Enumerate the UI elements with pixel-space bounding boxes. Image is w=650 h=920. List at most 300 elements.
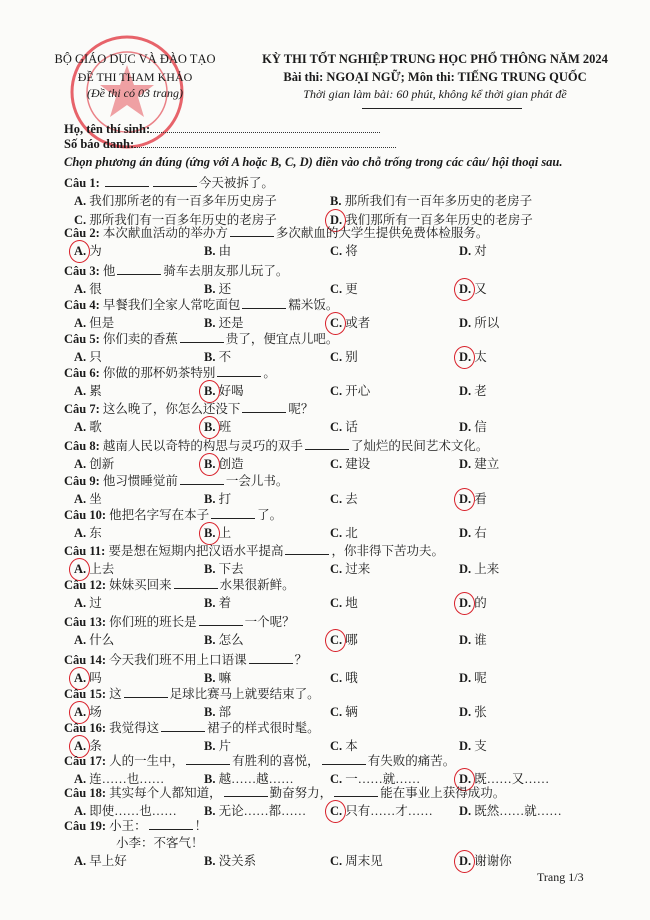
option-text: 哦 xyxy=(345,671,358,685)
stem-text: 勤奋努力， xyxy=(269,786,333,800)
stem-text: 能在事业上获得成功。 xyxy=(380,786,506,800)
option-letter: D. xyxy=(459,526,472,540)
question-label: Câu 4: xyxy=(64,298,100,312)
option-text: 歌 xyxy=(89,420,102,434)
option-c xyxy=(330,381,370,399)
question-12 xyxy=(64,575,624,611)
option-a xyxy=(74,523,102,541)
option-letter: C. xyxy=(330,705,343,719)
answer-circle-mark xyxy=(325,629,346,652)
stem-text: 要是想在短期内把汉语水平提高 xyxy=(108,544,284,558)
stem-text: 他 xyxy=(102,264,116,278)
question-17 xyxy=(64,751,624,787)
question-3 xyxy=(64,261,624,297)
option-text: 辆 xyxy=(345,705,358,719)
option-letter: B. xyxy=(204,596,216,610)
option-letter: B. xyxy=(204,282,216,296)
option-d xyxy=(459,454,499,472)
option-letter: D. xyxy=(459,633,472,647)
option-letter: C. xyxy=(330,562,343,576)
option-text: 过 xyxy=(89,596,102,610)
stem-text: 你们班的班长是 xyxy=(109,615,197,629)
page-number: Trang 1/3 xyxy=(537,870,584,884)
stem-text: 其实每个人都知道， xyxy=(109,786,222,800)
question-stem xyxy=(64,173,624,190)
option-text: 那所我们有一百多年历史的老房子 xyxy=(89,213,277,227)
option-text: 老 xyxy=(474,384,487,398)
option-letter: C. xyxy=(330,492,343,506)
question-stem xyxy=(64,295,624,312)
answer-blank xyxy=(199,625,243,626)
options-row xyxy=(64,453,624,472)
option-letter: D. xyxy=(459,384,472,398)
option-text: 只 xyxy=(89,350,102,364)
option-text: 更 xyxy=(345,282,358,296)
option-letter: B. xyxy=(204,492,216,506)
question-stem xyxy=(64,684,624,701)
question-label: Câu 18: xyxy=(64,786,107,800)
question-stem xyxy=(64,471,624,488)
answer-blank xyxy=(153,186,197,187)
option-letter: C. xyxy=(330,457,343,471)
option-letter: A. xyxy=(74,596,87,610)
option-letter: A. xyxy=(74,194,87,208)
stem-text: 这么晚了，你怎么还没下 xyxy=(102,402,241,416)
option-letter: A. xyxy=(74,316,87,330)
option-text: 由 xyxy=(218,244,232,258)
option-letter: B. xyxy=(204,244,216,258)
option-d xyxy=(459,851,512,869)
question-label: Câu 14: xyxy=(64,653,107,667)
question-label: Câu 13: xyxy=(64,615,107,629)
option-text: 上 xyxy=(218,526,232,540)
question-label: Câu 8: xyxy=(64,439,100,453)
question-label: Câu 12: xyxy=(64,578,107,592)
option-text: 开心 xyxy=(345,384,371,398)
stem-text: 裙子的样式很时髦。 xyxy=(207,721,320,735)
stem-text: ！ xyxy=(194,819,208,833)
stem-text: 小王： xyxy=(109,819,147,833)
stem-text: 骑车去朋友那儿玩了。 xyxy=(163,264,289,278)
answer-blank xyxy=(124,697,168,698)
option-text: 建设 xyxy=(345,457,371,471)
option-d xyxy=(459,381,487,399)
option-letter: A. xyxy=(74,350,87,364)
option-letter: D. xyxy=(459,562,472,576)
question-15 xyxy=(64,684,624,720)
option-letter: A. xyxy=(74,705,86,719)
option-letter: B. xyxy=(204,705,216,719)
option-d xyxy=(459,593,487,611)
option-letter: B. xyxy=(204,854,216,868)
option-letter: D. xyxy=(459,772,471,786)
stem-text: 有失败的痛苦。 xyxy=(367,754,456,768)
answer-blank xyxy=(211,518,255,519)
option-c xyxy=(330,241,358,259)
pages-note: (Đề thi có 03 trang) xyxy=(87,86,183,100)
option-letter: A. xyxy=(74,671,86,685)
option-letter: A. xyxy=(74,457,87,471)
question-stem xyxy=(64,399,624,416)
question-stem xyxy=(64,718,624,735)
option-text: 还 xyxy=(218,282,232,296)
stem-text: ，你非得下苦功夫。 xyxy=(331,544,444,558)
option-letter: D. xyxy=(459,671,472,685)
option-text: 对 xyxy=(474,244,487,258)
name-label: Họ, tên thí sinh: xyxy=(64,122,151,136)
option-letter: D. xyxy=(459,457,472,471)
question-stem xyxy=(64,541,624,558)
option-a xyxy=(74,630,114,648)
option-letter: C. xyxy=(330,633,342,647)
option-text: 越……越…… xyxy=(218,772,294,786)
question-stem xyxy=(64,751,624,768)
option-c xyxy=(330,454,370,472)
question-label: Câu 2: xyxy=(64,226,100,240)
question-stem xyxy=(64,650,624,667)
stem-text: 呢？ xyxy=(288,402,314,416)
question-8 xyxy=(64,436,624,472)
question-6 xyxy=(64,363,624,399)
stem-text: 妹妹买回来 xyxy=(109,578,172,592)
option-letter: D. xyxy=(459,282,471,296)
option-b xyxy=(204,241,231,259)
question-5 xyxy=(64,329,624,365)
answer-blank xyxy=(249,663,293,664)
question-7 xyxy=(64,399,624,435)
question-9 xyxy=(64,471,624,507)
option-text: 条 xyxy=(89,739,102,753)
stem-text: 本次献血活动的举办方 xyxy=(102,226,228,240)
option-text: 什么 xyxy=(89,633,115,647)
options-row xyxy=(64,522,624,541)
question-2 xyxy=(64,223,624,259)
option-text: 没关系 xyxy=(218,854,257,868)
option-letter: B. xyxy=(204,350,216,364)
question-label: Câu 15: xyxy=(64,687,107,701)
option-letter: B. xyxy=(204,316,216,330)
question-label: Câu 16: xyxy=(64,721,107,735)
answer-blank xyxy=(305,449,349,450)
options-row xyxy=(64,629,624,648)
stem-text: 越南人民以奇特的构思与灵巧的双手 xyxy=(102,439,303,453)
option-letter: D. xyxy=(459,420,472,434)
stem-text: 了。 xyxy=(257,508,283,522)
answer-blank xyxy=(230,236,274,237)
stem-text: 你做的那杯奶茶特别 xyxy=(102,366,216,380)
option-letter: C. xyxy=(330,526,343,540)
option-text: 建立 xyxy=(474,457,500,471)
options-row xyxy=(64,416,624,435)
option-text: 周末见 xyxy=(345,854,383,868)
option-letter: C. xyxy=(330,854,343,868)
option-text: 支 xyxy=(474,739,487,753)
option-letter: B. xyxy=(204,772,216,786)
question-label: Câu 19: xyxy=(64,819,107,833)
option-letter: C. xyxy=(330,384,343,398)
option-text: 一……就…… xyxy=(345,772,421,786)
answer-blank xyxy=(242,308,286,309)
option-letter: A. xyxy=(74,739,86,753)
option-text: 还是 xyxy=(218,316,244,330)
option-letter: B. xyxy=(204,420,215,434)
answer-blank xyxy=(334,796,378,797)
option-a xyxy=(74,851,127,869)
option-letter: B. xyxy=(204,562,216,576)
option-a xyxy=(74,191,277,209)
option-letter: A. xyxy=(74,804,87,818)
stem-text: 多次献血的大学生提供免费体检服务。 xyxy=(275,226,489,240)
ministry-name: BỘ GIÁO DỤC VÀ ĐÀO TẠO xyxy=(54,52,216,66)
option-a xyxy=(74,454,114,472)
option-text: 那所我们有一百年多历史的老房子 xyxy=(344,194,533,208)
option-text: 别 xyxy=(345,350,358,364)
option-b xyxy=(204,381,244,399)
option-text: 累 xyxy=(89,384,102,398)
option-text: 地 xyxy=(345,596,358,610)
option-d xyxy=(459,523,487,541)
option-letter: C. xyxy=(330,739,343,753)
stem-text: 我觉得这 xyxy=(109,721,160,735)
option-letter: D. xyxy=(459,739,472,753)
option-letter: C. xyxy=(330,772,343,786)
option-letter: D. xyxy=(459,244,472,258)
option-letter: C. xyxy=(330,244,343,258)
option-text: 即使……也…… xyxy=(89,804,177,818)
option-text: 北 xyxy=(345,526,358,540)
stem-text: 一会儿书。 xyxy=(225,474,289,488)
option-text: 打 xyxy=(218,492,232,506)
answer-blank xyxy=(105,186,149,187)
option-b xyxy=(330,191,532,209)
answer-blank xyxy=(217,376,261,377)
option-text: 创造 xyxy=(218,457,244,471)
option-text: 创新 xyxy=(89,457,115,471)
option-text: 班 xyxy=(218,420,232,434)
question-14 xyxy=(64,650,624,686)
options-row xyxy=(64,850,624,869)
option-c xyxy=(330,523,358,541)
option-letter: D. xyxy=(459,350,471,364)
option-c xyxy=(330,593,358,611)
option-text: 谢谢你 xyxy=(474,854,512,868)
answer-blank xyxy=(224,796,268,797)
exam-time: Thời gian làm bài: 60 phút, không kể thời gian phát đề xyxy=(303,87,567,101)
option-letter: B. xyxy=(204,457,215,471)
option-a xyxy=(74,593,102,611)
option-text: 我们那所有一百多年历史的老房子 xyxy=(345,213,533,227)
option-text: 将 xyxy=(345,244,358,258)
stem-text: 早餐我们全家人常吃面包 xyxy=(102,298,241,312)
answer-blank xyxy=(242,412,286,413)
option-d xyxy=(459,417,487,435)
answer-circle-mark xyxy=(454,850,475,873)
answer-blank xyxy=(322,764,366,765)
stem-text: 贵了，便宜点儿吧。 xyxy=(225,332,339,346)
question-label: Câu 11: xyxy=(64,544,106,558)
question-18 xyxy=(64,783,624,819)
question-label: Câu 10: xyxy=(64,508,107,522)
option-letter: C. xyxy=(330,316,342,330)
question-label: Câu 1: xyxy=(64,176,100,190)
option-d xyxy=(459,630,487,648)
option-text: 只有……才…… xyxy=(345,804,433,818)
option-text: 所以 xyxy=(474,316,500,330)
option-c xyxy=(330,851,383,869)
option-text: 上来 xyxy=(474,562,500,576)
option-text: 很 xyxy=(89,282,102,296)
option-a xyxy=(74,241,102,259)
option-letter: A. xyxy=(74,633,87,647)
stem-text: 今天我们班不用上口语课 xyxy=(109,653,247,667)
option-text: 或者 xyxy=(345,316,371,330)
option-text: 嘛 xyxy=(218,671,232,685)
option-text: 张 xyxy=(474,705,487,719)
option-b xyxy=(204,454,244,472)
question-stem xyxy=(64,612,624,629)
question-stem xyxy=(64,329,624,346)
question-stem xyxy=(64,816,624,833)
option-letter: D. xyxy=(459,705,472,719)
option-text: 无论……都…… xyxy=(218,804,307,818)
option-letter: A. xyxy=(74,420,87,434)
option-letter: A. xyxy=(74,562,86,576)
question-stem xyxy=(64,436,624,453)
question-label: Câu 9: xyxy=(64,474,100,488)
stem-text: 这 xyxy=(109,687,122,701)
option-letter: B. xyxy=(204,633,216,647)
option-letter: A. xyxy=(74,244,86,258)
answer-circle-mark xyxy=(69,240,90,263)
option-text: 坐 xyxy=(89,492,102,506)
option-letter: D. xyxy=(330,213,342,227)
option-text: 话 xyxy=(345,420,358,434)
id-label: Số báo danh: xyxy=(64,137,135,151)
option-letter: A. xyxy=(74,772,87,786)
option-text: 不 xyxy=(218,350,232,364)
option-text: 哪 xyxy=(345,633,358,647)
option-letter: B. xyxy=(204,739,216,753)
dialogue-line: 小李：不客气！ xyxy=(116,836,204,850)
question-label: Câu 6: xyxy=(64,366,100,380)
question-stem xyxy=(64,223,624,240)
options-row xyxy=(64,240,624,259)
header-divider xyxy=(362,108,522,109)
exam-subject: Bài thi: NGOẠI NGỮ; Môn thi: TIẾNG TRUNG QUỐC xyxy=(283,70,587,84)
name-field xyxy=(64,122,380,137)
options-row xyxy=(64,592,624,611)
stem-text: 你们卖的香蕉 xyxy=(102,332,178,346)
option-text: 怎么 xyxy=(218,633,244,647)
option-text: 下去 xyxy=(218,562,244,576)
option-b xyxy=(204,851,256,869)
answer-blank xyxy=(180,484,224,485)
option-letter: C. xyxy=(74,213,87,227)
question-19 xyxy=(64,816,624,869)
option-text: 的 xyxy=(474,596,487,610)
option-letter: A. xyxy=(74,492,87,506)
option-text: 部 xyxy=(218,705,232,719)
option-text: 右 xyxy=(474,526,487,540)
option-letter: B. xyxy=(204,804,216,818)
option-text: 谁 xyxy=(474,633,487,647)
answer-blank xyxy=(161,731,205,732)
instructions: Chọn phương án đúng (ứng với A hoặc B, C, D) điền vào chỗ trống trong các câu/ hội thoại sau. xyxy=(64,155,563,169)
option-letter: A. xyxy=(74,526,87,540)
question-13 xyxy=(64,612,624,648)
id-field xyxy=(64,137,396,152)
question-10 xyxy=(64,505,624,541)
option-letter: B. xyxy=(204,384,215,398)
option-text: 信 xyxy=(474,420,487,434)
option-text: 本 xyxy=(345,739,358,753)
stem-text: 一个呢？ xyxy=(244,615,295,629)
option-text: 太 xyxy=(474,350,487,364)
stem-text: 人的一生中， xyxy=(109,754,185,768)
question-label: Câu 17: xyxy=(64,754,107,768)
option-a xyxy=(74,381,102,399)
doc-type: ĐỀ THI THAM KHẢO xyxy=(77,70,193,84)
stem-text: 他习惯睡觉前 xyxy=(102,474,178,488)
answer-blank xyxy=(180,342,224,343)
option-letter: D. xyxy=(459,804,472,818)
question-label: Câu 7: xyxy=(64,402,100,416)
answer-blank xyxy=(186,764,230,765)
option-text: 去 xyxy=(345,492,358,506)
option-b xyxy=(204,593,231,611)
option-text: 吗 xyxy=(89,671,102,685)
answer-blank xyxy=(117,274,161,275)
option-letter: A. xyxy=(74,384,87,398)
stem-text: 水果很新鲜。 xyxy=(219,578,295,592)
question-1 xyxy=(64,173,624,228)
option-letter: D. xyxy=(459,596,471,610)
option-letter: A. xyxy=(74,854,87,868)
option-letter: C. xyxy=(330,420,343,434)
option-letter: D. xyxy=(459,854,471,868)
stem-text: 有胜利的喜悦， xyxy=(232,754,320,768)
option-text: 好喝 xyxy=(218,384,244,398)
exam-title: KỲ THI TỐT NGHIỆP TRUNG HỌC PHỔ THÔNG NĂM 2024 xyxy=(262,52,608,66)
question-16 xyxy=(64,718,624,754)
question-stem xyxy=(64,505,624,522)
answer-blank xyxy=(174,588,218,589)
option-letter: C. xyxy=(330,804,342,818)
question-11 xyxy=(64,541,624,577)
question-stem xyxy=(64,783,624,800)
option-letter: A. xyxy=(74,282,87,296)
option-text: 连……也…… xyxy=(89,772,165,786)
stem-text: 足球比赛马上就要结束了。 xyxy=(169,687,320,701)
stem-text: 了灿烂的民间艺术文化。 xyxy=(350,439,489,453)
option-text: 早上好 xyxy=(89,854,127,868)
answer-blank xyxy=(149,829,193,830)
option-b xyxy=(204,630,244,648)
option-text: 又 xyxy=(474,282,487,296)
option-text: 我们那所老的有一百多年历史房子 xyxy=(89,194,277,208)
option-letter: B. xyxy=(330,194,342,208)
answer-blank xyxy=(285,554,329,555)
option-text: 看 xyxy=(474,492,487,506)
stem-text: ？ xyxy=(294,653,308,667)
option-b xyxy=(204,417,231,435)
option-letter: D. xyxy=(459,316,472,330)
option-c xyxy=(330,417,358,435)
question-stem xyxy=(64,363,624,380)
option-letter: C. xyxy=(330,596,343,610)
options-row xyxy=(64,190,624,209)
option-b xyxy=(204,523,231,541)
